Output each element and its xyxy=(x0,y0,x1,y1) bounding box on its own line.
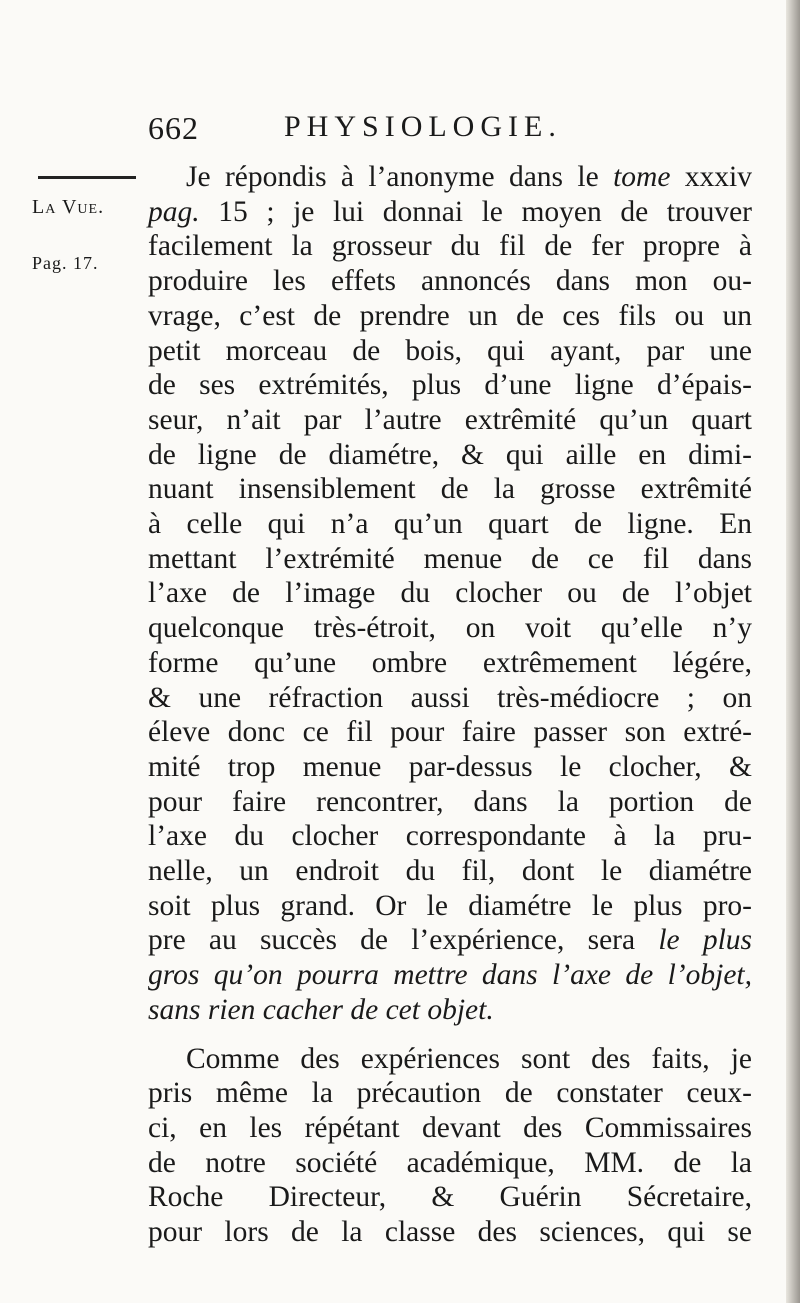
text-line: produire les effets annoncés dans mon ou- xyxy=(148,265,752,298)
text-line: l’axe de l’image du clocher ou de l’objet xyxy=(148,577,752,610)
text-line: pris même la précaution de constater ceux- xyxy=(148,1077,752,1110)
margin-section-note: La Vue. xyxy=(32,196,105,218)
running-title: PHYSIOLOGIE. xyxy=(284,110,562,143)
text-line: facilement la grosseur du fil de fer propre à xyxy=(148,230,752,263)
page-header xyxy=(148,102,748,152)
text-line: Comme des expériences sont des faits, je xyxy=(186,1042,752,1075)
text-line: éleve donc ce fil pour faire passer son extré- xyxy=(148,716,752,749)
text-line: pour faire rencontrer, dans la portion de xyxy=(148,785,752,818)
text-line: à celle qui n’a qu’un quart de ligne. En xyxy=(148,508,752,541)
text-line: ci, en les répétant devant des Commissaires xyxy=(148,1111,752,1144)
text-line: pour lors de la classe des sciences, qui se xyxy=(148,1216,752,1249)
body-text xyxy=(148,160,752,1250)
text-line: de ses extrémités, plus d’une ligne d’épais- xyxy=(148,369,752,402)
page-number: 662 xyxy=(148,110,199,146)
text-line: Je répondis à l’anonyme dans le tome xxxiv xyxy=(186,161,752,193)
text-line: pre au succès de l’expérience, sera le plus xyxy=(148,924,753,957)
margin-page-reference: Pag. 17. xyxy=(32,253,99,273)
text-line: de notre société académique, MM. de la xyxy=(148,1146,752,1179)
text-line: de ligne de diamétre, & qui aille en dimi- xyxy=(148,438,752,471)
text-line: Roche Directeur, & Guérin Sécretaire, xyxy=(148,1181,752,1214)
text-line: l’axe du clocher correspondante à la pru- xyxy=(148,820,752,853)
text-line: petit morceau de bois, qui ayant, par une xyxy=(148,334,752,367)
text-line: sans rien cacher de cet objet. xyxy=(148,993,494,1026)
text-line: vrage, c’est de prendre un de ces fils ou un xyxy=(148,299,752,332)
margin-rule xyxy=(38,176,136,179)
page-edge xyxy=(786,0,800,1303)
text-line: nelle, un endroit du fil, dont le diamétre xyxy=(148,855,752,888)
text-line: seur, n’ait par l’autre extrêmité qu’un quart xyxy=(148,403,752,436)
text-line: & une réfraction aussi très-médiocre ; on xyxy=(148,681,752,714)
text-line: mettant l’extrémité menue de ce fil dans xyxy=(148,542,752,575)
text-line: nuant insensiblement de la grosse extrêmité xyxy=(148,473,752,506)
text-line: forme qu’une ombre extrêmement légére, xyxy=(148,646,752,679)
text-line: soit plus grand. Or le diamétre le plus pro- xyxy=(148,889,752,922)
text-line: gros qu’on pourra mettre dans l’axe de l’objet, xyxy=(148,959,752,992)
text-line: mité trop menue par-dessus le clocher, & xyxy=(148,750,752,783)
text-line: pag. 15 ; je lui donnai le moyen de trouver xyxy=(148,195,752,228)
text-line: quelconque très-étroit, on voit qu’elle n’y xyxy=(148,612,752,645)
